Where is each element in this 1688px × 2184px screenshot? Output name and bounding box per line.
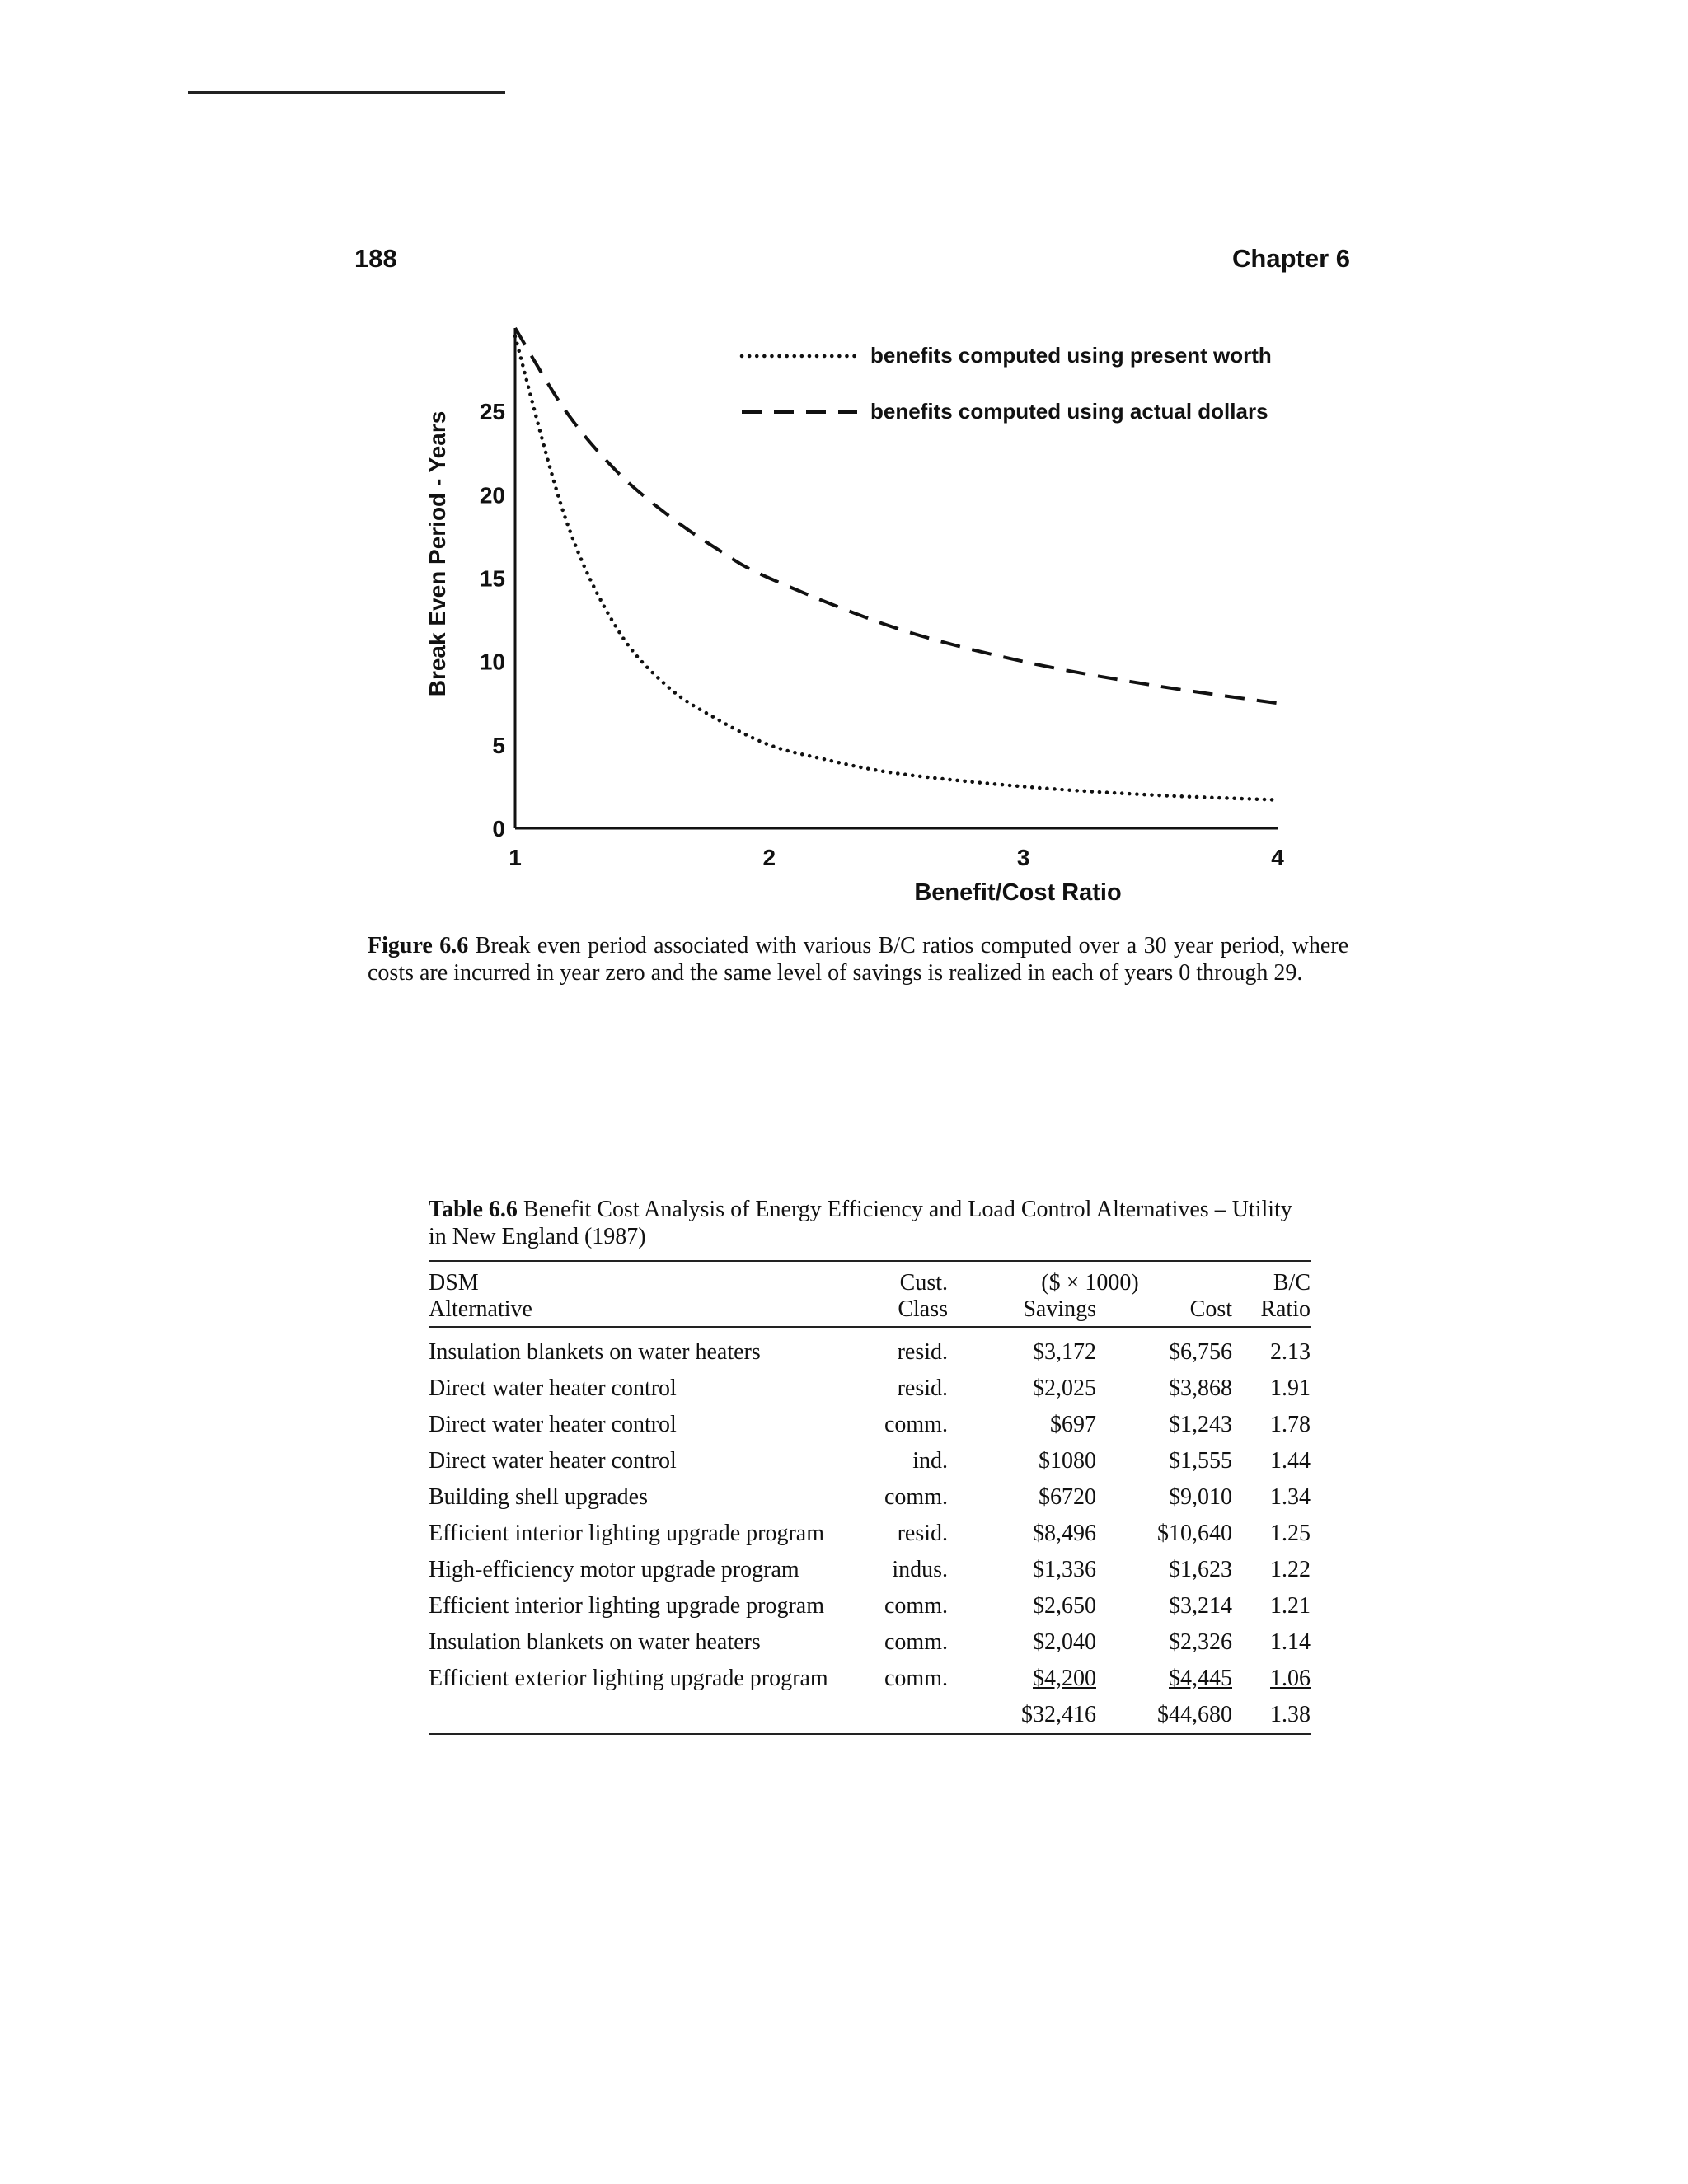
table-row bbox=[429, 1661, 1311, 1697]
ratio-cell: 1.44 bbox=[1270, 1448, 1311, 1474]
savings-cell: $4,200 bbox=[1033, 1666, 1096, 1691]
class-cell: resid. bbox=[897, 1339, 948, 1365]
alternative-cell: Direct water heater control bbox=[429, 1412, 677, 1437]
alternative-cell: High-efficiency motor upgrade program bbox=[429, 1557, 799, 1582]
y-tick-label: 25 bbox=[479, 399, 505, 425]
ratio-cell: 1.25 bbox=[1270, 1521, 1311, 1546]
header-alt-1: DSM bbox=[429, 1270, 479, 1296]
page-number: 188 bbox=[354, 244, 397, 273]
table-row bbox=[429, 1516, 1311, 1552]
cost-cell: $1,555 bbox=[1169, 1448, 1232, 1474]
savings-cell: $2,040 bbox=[1033, 1629, 1096, 1655]
alternative-cell: Efficient interior lighting upgrade program bbox=[429, 1593, 825, 1619]
class-cell: resid. bbox=[897, 1521, 948, 1546]
table-caption bbox=[429, 1196, 1311, 1250]
x-tick-label: 4 bbox=[1271, 845, 1284, 870]
y-tick-label: 0 bbox=[492, 816, 505, 841]
savings-cell: $697 bbox=[1050, 1412, 1096, 1437]
legend-label: benefits computed using actual dollars bbox=[870, 399, 1268, 424]
ratio-cell: 1.14 bbox=[1270, 1629, 1311, 1655]
class-cell: ind. bbox=[912, 1448, 948, 1474]
class-cell: resid. bbox=[897, 1376, 948, 1401]
ratio-cell: 1.06 bbox=[1270, 1666, 1311, 1691]
savings-cell: $2,650 bbox=[1033, 1593, 1096, 1619]
table-row bbox=[429, 1624, 1311, 1661]
header-savings: Savings bbox=[948, 1296, 1096, 1327]
header-money-span: ($ × 1000) bbox=[1041, 1270, 1139, 1296]
table-row bbox=[429, 1327, 1311, 1371]
savings-cell: $2,025 bbox=[1033, 1376, 1096, 1401]
header-class-2: Class bbox=[865, 1296, 948, 1327]
table-row bbox=[429, 1479, 1311, 1516]
header-alt-2: Alternative bbox=[429, 1296, 865, 1327]
cost-cell: $3,868 bbox=[1169, 1376, 1232, 1401]
ratio-cell: 1.22 bbox=[1270, 1557, 1311, 1582]
table-caption-text: Benefit Cost Analysis of Energy Efficiency and Load Control Alternatives – Utility in New England (1987) bbox=[429, 1197, 1292, 1249]
class-cell: comm. bbox=[884, 1412, 948, 1437]
x-tick-label: 1 bbox=[509, 845, 522, 870]
table-row bbox=[429, 1371, 1311, 1407]
class-cell: comm. bbox=[884, 1593, 948, 1619]
alternative-cell: Building shell upgrades bbox=[429, 1484, 648, 1510]
x-tick-label: 3 bbox=[1016, 845, 1030, 870]
figure-caption-text: Break even period associated with various B/C ratios computed over a 30 year period, where costs are incurred in year zero and the same level of savings is realized in each of years 0 through 29. bbox=[368, 933, 1348, 986]
ratio-cell: 1.91 bbox=[1270, 1376, 1311, 1401]
table-row bbox=[429, 1588, 1311, 1624]
x-tick-label: 2 bbox=[762, 845, 776, 870]
total-ratio: 1.38 bbox=[1270, 1702, 1311, 1727]
legend-label: benefits computed using present worth bbox=[870, 343, 1272, 368]
savings-cell: $8,496 bbox=[1033, 1521, 1096, 1546]
cost-cell: $2,326 bbox=[1169, 1629, 1232, 1655]
cost-cell: $6,756 bbox=[1169, 1339, 1232, 1365]
cost-cell: $3,214 bbox=[1169, 1593, 1232, 1619]
dsm-table-section bbox=[429, 1196, 1311, 1735]
table-row bbox=[429, 1552, 1311, 1588]
class-cell: comm. bbox=[884, 1629, 948, 1655]
y-tick-label: 15 bbox=[479, 565, 505, 592]
chapter-label: Chapter 6 bbox=[1232, 244, 1350, 273]
x-axis-label: Benefit/Cost Ratio bbox=[914, 879, 1122, 906]
cost-cell: $9,010 bbox=[1169, 1484, 1232, 1510]
figure-caption-label: Figure 6.6 bbox=[368, 933, 469, 958]
savings-cell: $3,172 bbox=[1033, 1339, 1096, 1365]
dsm-table bbox=[429, 1260, 1311, 1735]
header-class-1: Cust. bbox=[899, 1270, 948, 1296]
y-tick-label: 5 bbox=[492, 732, 505, 758]
alternative-cell: Insulation blankets on water heaters bbox=[429, 1339, 761, 1365]
alternative-cell: Efficient interior lighting upgrade program bbox=[429, 1521, 825, 1546]
class-cell: comm. bbox=[884, 1484, 948, 1510]
header-cost: Cost bbox=[1096, 1296, 1232, 1327]
table-caption-label: Table 6.6 bbox=[429, 1197, 518, 1222]
alternative-cell: Efficient exterior lighting upgrade program bbox=[429, 1666, 828, 1691]
total-savings: $32,416 bbox=[1021, 1702, 1096, 1727]
total-cost: $44,680 bbox=[1157, 1702, 1232, 1727]
class-cell: comm. bbox=[884, 1666, 948, 1691]
alternative-cell: Insulation blankets on water heaters bbox=[429, 1629, 761, 1655]
cost-cell: $10,640 bbox=[1157, 1521, 1232, 1546]
alternative-cell: Direct water heater control bbox=[429, 1376, 677, 1401]
ratio-cell: 1.21 bbox=[1270, 1593, 1311, 1619]
ratio-cell: 1.78 bbox=[1270, 1412, 1311, 1437]
ratio-cell: 2.13 bbox=[1270, 1339, 1311, 1365]
cost-cell: $4,445 bbox=[1169, 1666, 1232, 1691]
header-ratio-2: Ratio bbox=[1232, 1296, 1311, 1327]
savings-cell: $6720 bbox=[1039, 1484, 1096, 1510]
totals-row bbox=[429, 1697, 1311, 1734]
y-tick-label: 20 bbox=[479, 482, 505, 509]
alternative-cell: Direct water heater control bbox=[429, 1448, 677, 1474]
top-rule bbox=[188, 91, 505, 94]
ratio-cell: 1.34 bbox=[1270, 1484, 1311, 1510]
series-line-actual-dollars bbox=[515, 328, 1278, 703]
class-cell: indus. bbox=[892, 1557, 948, 1582]
savings-cell: $1080 bbox=[1039, 1448, 1096, 1474]
y-tick-label: 10 bbox=[479, 649, 505, 675]
break-even-chart bbox=[412, 313, 1335, 923]
cost-cell: $1,243 bbox=[1169, 1412, 1232, 1437]
savings-cell: $1,336 bbox=[1033, 1557, 1096, 1582]
figure-caption bbox=[368, 932, 1348, 987]
cost-cell: $1,623 bbox=[1169, 1557, 1232, 1582]
table-row bbox=[429, 1407, 1311, 1443]
table-row bbox=[429, 1443, 1311, 1479]
header-ratio-1: B/C bbox=[1273, 1270, 1311, 1296]
y-axis-label: Break Even Period - Years bbox=[424, 410, 450, 697]
